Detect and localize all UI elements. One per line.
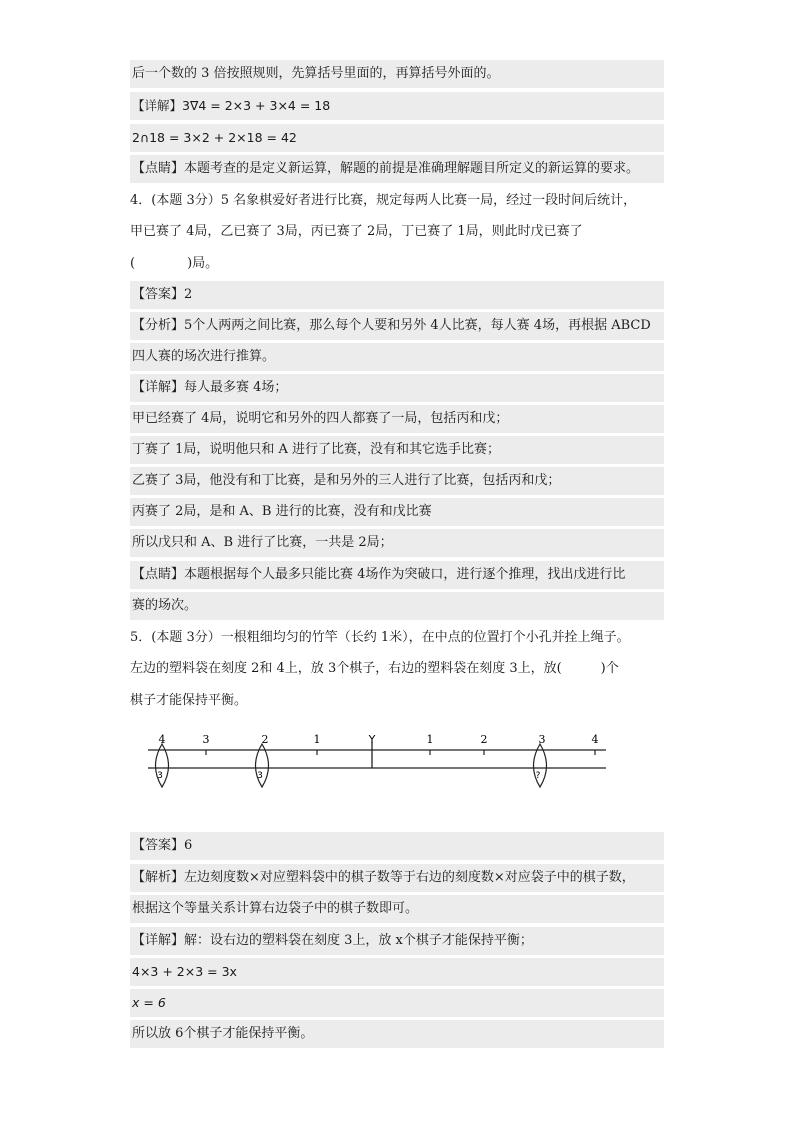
detail-line: 乙赛了 3局，他没有和丁比赛，是和另外的三人进行了比赛，包括丙和戊； [130,467,664,495]
tip-line: 【点睛】本题考查的是定义新运算，解题的前提是准确理解题目所定义的新运算的要求。 [130,155,664,183]
tick-label: 1 [313,733,321,746]
balance-figure [140,728,610,790]
question-5-line: 5．(本题 3分）一根粗细均匀的竹竿（长约 1米），在中点的位置打个小孔并拴上绳子。 [130,630,630,645]
tick-label: 2 [261,733,269,746]
tip-line: 【点睛】本题根据每个人最多只能比赛 4场作为突破口，进行逐个推理，找出戊进行比 [130,561,664,589]
solution-line: x = 6 [130,989,664,1017]
tick-label: 2 [480,733,488,746]
analysis-line: 【分析】5个人两两之间比赛，那么每个人要和另外 4人比赛，每人赛 4场，再根据 ABCD [130,312,664,340]
pivot-label: Y [368,733,376,746]
explanation-line: 【解析】左边刻度数×对应塑料袋中的棋子数等于右边的刻度数×对应袋子中的棋子数， [130,864,664,892]
conclusion-line: 所以放 6个棋子才能保持平衡。 [130,1020,664,1048]
detail-line: 所以戊只和 A、B 进行了比赛，一共是 2局； [130,529,664,557]
tip-line: 赛的场次。 [130,592,664,620]
detail-line: 丁赛了 1局，说明他只和 A 进行了比赛，没有和其它选手比赛； [130,436,664,464]
equation-line: 4×3 + 2×3 = 3x [130,958,664,986]
tick-label: 4 [158,733,166,746]
tick-label: 1 [426,733,434,746]
formula-line: 2∩18 = 3×2 + 2×18 = 42 [130,124,664,152]
detail-line: 【详解】解：设右边的塑料袋在刻度 3上，放 x个棋子才能保持平衡； [130,927,664,955]
answer-line: 【答案】2 [130,281,664,309]
detail-line: 【详解】每人最多赛 4场； [130,374,664,402]
detail-line: 甲已经赛了 4局，说明它和另外的四人都赛了一局，包括丙和戊； [130,405,664,433]
question-4-line: 4．(本题 3分）5 名象棋爱好者进行比赛，规定每两人比赛一局，经过一段时间后统计， [130,193,637,208]
question-4-line: 甲已赛了 4局，乙已赛了 3局，丙已赛了 2局，丁已赛了 1局，则此时戊已赛了 [130,224,583,239]
explanation-line: 根据这个等量关系计算右边袋子中的棋子数即可。 [130,895,664,923]
bag-count-label: ? [535,771,541,781]
question-5-line: 棋子才能保持平衡。 [130,693,248,708]
question-5-line: 左边的塑料袋在刻度 2和 4上，放 3个棋子，右边的塑料袋在刻度 3上，放( )个 [130,661,619,676]
answer-line: 【答案】6 [130,832,664,860]
detail-line: 丙赛了 2局，是和 A、B 进行的比赛，没有和戊比赛 [130,498,664,526]
tick-label: 4 [591,733,599,746]
detail-line: 【详解】3∇4 = 2×3 + 3×4 = 18 [130,92,664,120]
tick-label: 3 [538,733,546,746]
tick-label: 3 [202,733,210,746]
bag-count-label: 3 [157,771,163,781]
bag-count-label: 3 [257,771,263,781]
question-4-blank: ( )局。 [130,256,219,271]
analysis-line: 四人赛的场次进行推算。 [130,343,664,371]
text-line: 后一个数的 3 倍按照规则，先算括号里面的，再算括号外面的。 [130,60,664,88]
